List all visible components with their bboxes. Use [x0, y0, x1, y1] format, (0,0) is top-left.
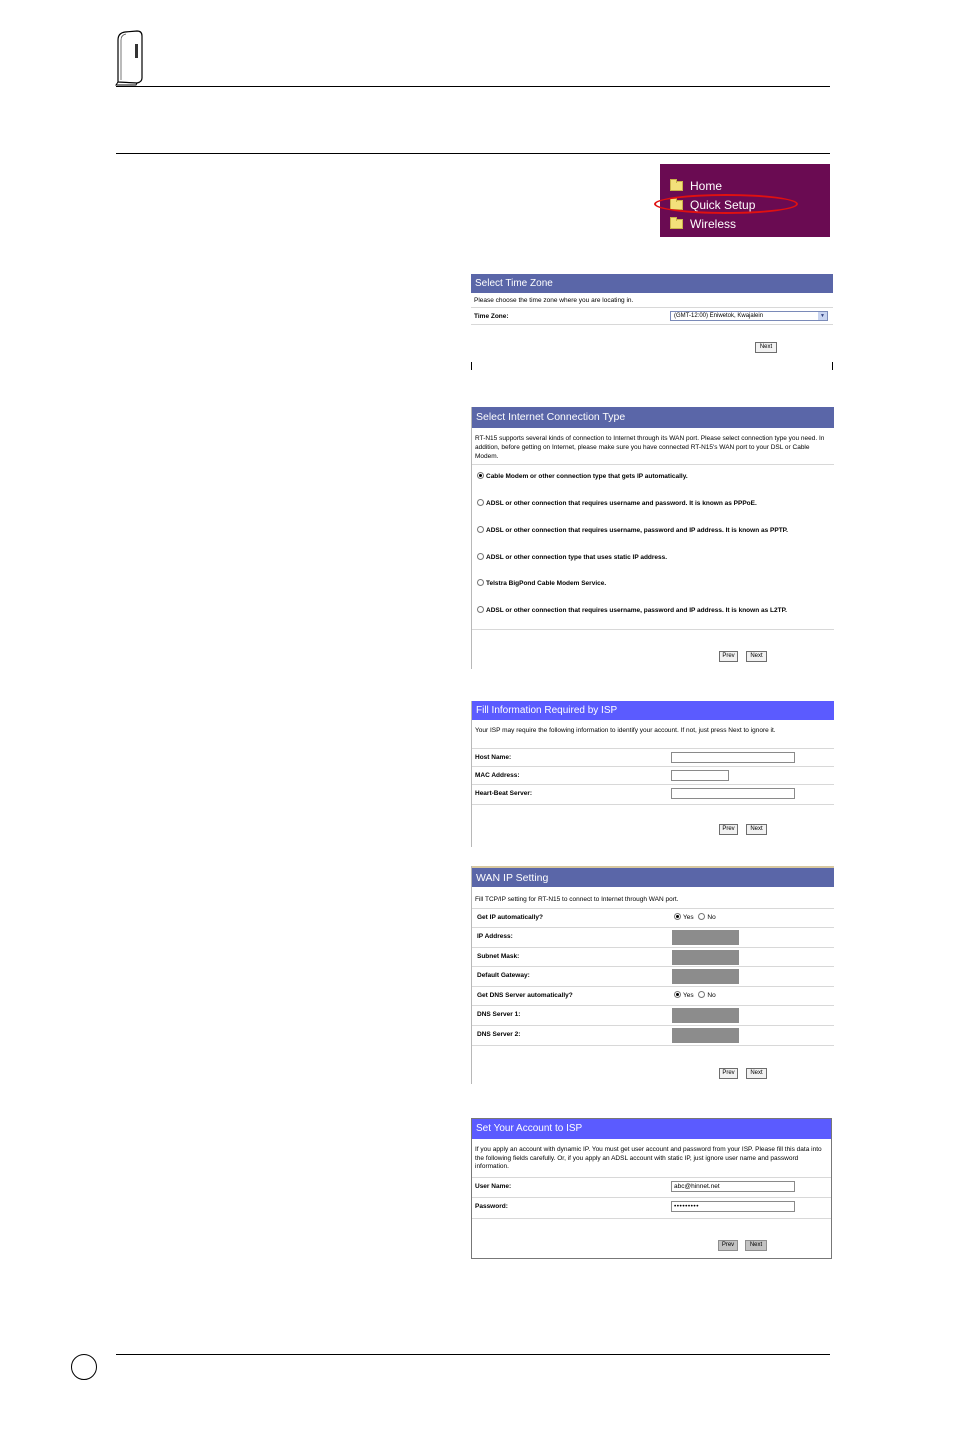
panel-title: WAN IP Setting [472, 866, 834, 887]
radio-button[interactable] [477, 499, 484, 506]
option-label: Cable Modem or other connection type that gets IP automatically. [486, 473, 688, 480]
radio-no[interactable] [698, 913, 705, 920]
menu-item-wireless[interactable] [670, 215, 736, 233]
default-gateway-label: Default Gateway: [477, 972, 530, 979]
mac-address-row [472, 766, 834, 785]
panel-edge-left [471, 362, 472, 370]
next-button[interactable]: Next [746, 1068, 767, 1079]
panel-edge-right [832, 362, 833, 370]
username-input[interactable]: abc@hinnet.net [671, 1181, 795, 1192]
default-gateway-row [472, 966, 834, 987]
host-name-label: Host Name: [475, 754, 512, 761]
page-number-circle [71, 1354, 97, 1380]
section-rule [116, 153, 830, 154]
radio-button[interactable] [477, 472, 484, 479]
dns-server-2-row [472, 1025, 834, 1046]
radio-yes[interactable] [674, 991, 681, 998]
panel-description: Fill TCP/IP setting for RT-N15 to connect to Internet through WAN port. [475, 896, 679, 903]
radio-button[interactable] [477, 526, 484, 533]
yes-label: Yes [683, 914, 694, 921]
row-divider [472, 629, 834, 630]
row-divider [471, 324, 833, 325]
host-name-row [472, 748, 834, 767]
time-zone-panel [471, 274, 833, 370]
host-name-input[interactable] [671, 752, 795, 763]
prev-button[interactable]: Prev [719, 651, 738, 662]
get-ip-auto-options [674, 914, 716, 921]
subnet-mask-row [472, 947, 834, 967]
get-dns-auto-label: Get DNS Server automatically? [477, 992, 573, 999]
dns-server-2-input[interactable] [672, 1028, 739, 1043]
isp-account-panel [471, 1118, 832, 1259]
next-button[interactable]: Next [755, 342, 777, 353]
ip-address-label: IP Address: [477, 933, 513, 940]
prev-button[interactable]: Prev [719, 1068, 738, 1079]
prev-button[interactable]: Prev [718, 1240, 738, 1251]
option-label: Telstra BigPond Cable Modem Service. [486, 580, 607, 587]
radio-button[interactable] [477, 579, 484, 586]
ip-address-input[interactable] [672, 930, 739, 945]
option-label: ADSL or other connection that requires username and password. It is known as PPPoE. [486, 500, 757, 507]
connection-option-bigpond[interactable] [477, 580, 606, 587]
mac-address-input[interactable] [671, 770, 729, 781]
username-label: User Name: [475, 1183, 512, 1190]
connection-option-dhcp[interactable] [477, 473, 688, 480]
no-label: No [707, 914, 716, 921]
radio-button[interactable] [477, 553, 484, 560]
connection-option-pppoe[interactable] [477, 500, 757, 507]
panel-title: Select Internet Connection Type [472, 407, 834, 428]
row-divider [472, 464, 834, 465]
isp-info-panel [471, 701, 834, 847]
radio-yes[interactable] [674, 913, 681, 920]
dns-server-1-input[interactable] [672, 1008, 739, 1023]
next-button[interactable]: Next [746, 651, 767, 662]
time-zone-label: Time Zone: [474, 313, 509, 320]
folder-icon [670, 219, 683, 229]
yes-label: Yes [683, 992, 694, 999]
radio-button[interactable] [477, 606, 484, 613]
get-ip-auto-label: Get IP automatically? [477, 914, 543, 921]
menu-item-home[interactable] [670, 177, 722, 195]
panel-description: If you apply an account with dynamic IP. You must get user account and password from your ISP. Please fill this data into the following fields carefully. Or, if you apply an ADSL account with static IP, just ignore user name and password information. [475, 1146, 822, 1171]
wan-ip-panel [471, 866, 834, 1084]
time-zone-select[interactable] [670, 311, 828, 321]
connection-option-l2tp[interactable] [477, 607, 787, 614]
next-button[interactable]: Next [745, 1240, 767, 1251]
time-zone-value: (GMT-12:00) Eniwetok, Kwajalein [674, 313, 764, 319]
password-input[interactable]: ••••••••• [671, 1201, 795, 1212]
get-dns-auto-options [674, 992, 716, 999]
username-row [472, 1177, 831, 1198]
option-label: ADSL or other connection type that uses static IP address. [486, 554, 668, 561]
dns-server-1-label: DNS Server 1: [477, 1011, 521, 1018]
panel-title: Select Time Zone [471, 274, 833, 293]
prev-button[interactable]: Prev [719, 824, 738, 835]
get-ip-auto-row [472, 908, 834, 928]
default-gateway-input[interactable] [672, 969, 739, 984]
dns-server-1-row [472, 1005, 834, 1026]
dns-server-2-label: DNS Server 2: [477, 1031, 521, 1038]
next-button[interactable]: Next [746, 824, 767, 835]
heart-beat-server-row [472, 784, 834, 805]
connection-option-pptp[interactable] [477, 527, 788, 534]
panel-description: RT-N15 supports several kinds of connection to Internet through its WAN port. Please select connection type you need. In addition, before getting on Internet, please make sure you have connected RT-N15's WAN port to your DSL or Cable Modem. [475, 435, 825, 460]
panel-description: Your ISP may require the following information to identify your account. If not, just press Next to ignore it. [475, 727, 776, 734]
router-logo-icon [114, 30, 144, 86]
password-label: Password: [475, 1203, 508, 1210]
option-label: ADSL or other connection that requires username, password and IP address. It is known as L2TP. [486, 607, 787, 614]
chevron-down-icon[interactable]: ▼ [818, 312, 827, 320]
heart-beat-server-label: Heart-Beat Server: [475, 790, 533, 797]
option-label: ADSL or other connection that requires username, password and IP address. It is known as PPTP. [486, 527, 788, 534]
password-row [472, 1197, 831, 1219]
get-dns-auto-row [472, 986, 834, 1006]
header-rule [116, 86, 830, 87]
folder-icon [670, 181, 683, 191]
menu-item-label: Home [690, 179, 723, 193]
panel-description: Please choose the time zone where you are locating in. [471, 293, 833, 308]
subnet-mask-label: Subnet Mask: [477, 953, 520, 960]
no-label: No [707, 992, 716, 999]
subnet-mask-input[interactable] [672, 950, 739, 965]
panel-title: Fill Information Required by ISP [472, 701, 834, 720]
panel-title: Set Your Account to ISP [472, 1119, 831, 1139]
menu-item-label: Quick Setup [690, 198, 756, 212]
mac-address-label: MAC Address: [475, 772, 520, 779]
connection-option-static[interactable] [477, 554, 667, 561]
highlight-oval [654, 194, 798, 214]
heart-beat-server-input[interactable] [671, 788, 795, 799]
ip-address-row [472, 927, 834, 948]
radio-no[interactable] [698, 991, 705, 998]
connection-type-panel [471, 407, 834, 669]
footer-rule [116, 1354, 830, 1355]
menu-item-label: Wireless [690, 217, 737, 231]
